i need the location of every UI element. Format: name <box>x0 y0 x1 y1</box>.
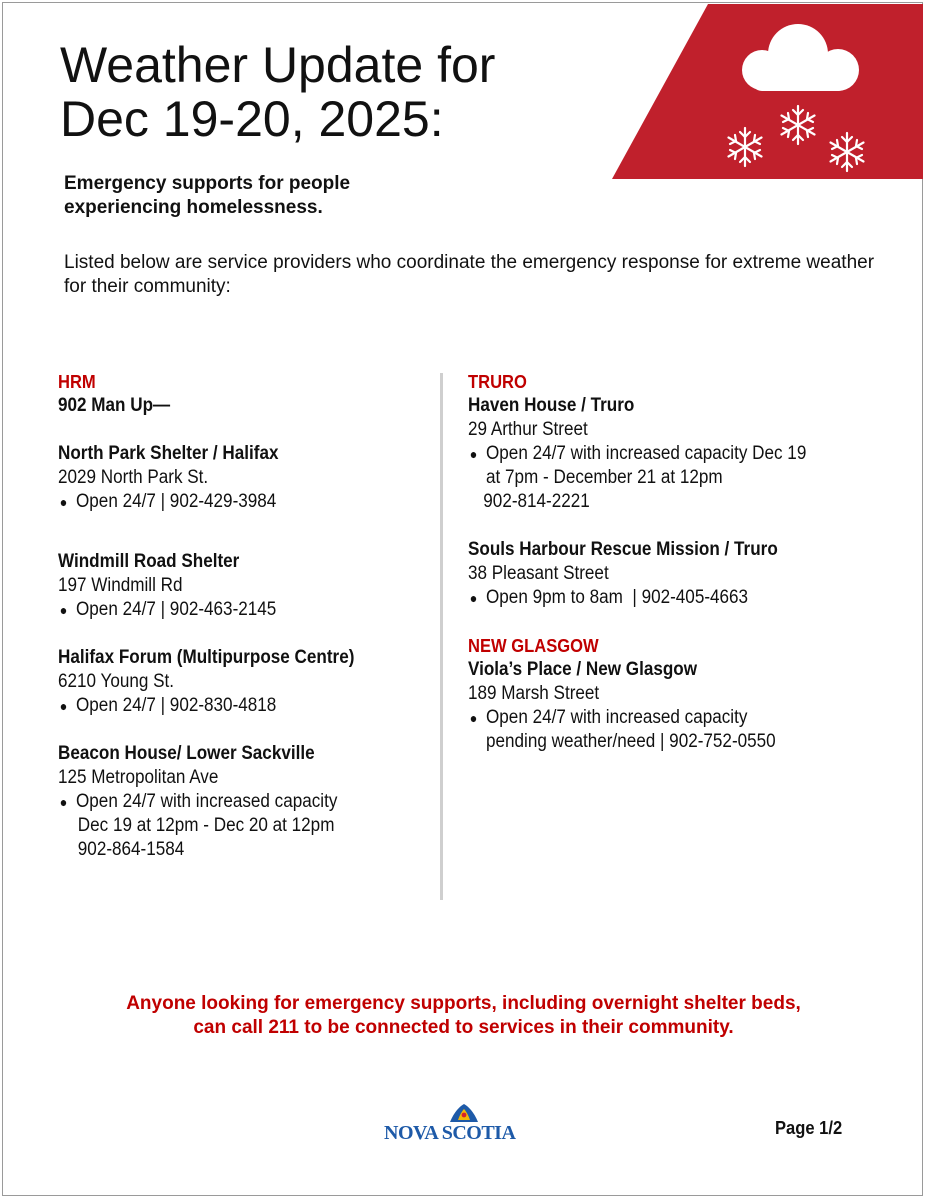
provider-name: Beacon House/ Lower Sackville <box>58 743 315 764</box>
provider-detail <box>468 586 846 610</box>
provider-detail-text: Open 24/7 with increased capacity Dec 19 <box>486 443 807 464</box>
hrm-column <box>58 370 428 862</box>
page-number: Page 1/2 <box>775 1118 843 1138</box>
bullet-icon: ● <box>59 794 68 810</box>
provider-violas-place <box>468 658 888 754</box>
region-heading-truro: TRURO <box>468 372 527 392</box>
provider-address: 6210 Young St. <box>58 671 175 692</box>
intro-text: Listed below are service providers who coordinate the emergency response for extreme weather for their community: <box>64 252 875 297</box>
provider-name: Haven House / Truro <box>468 395 635 416</box>
provider-detail-text: Open 24/7 | 902-463-2145 <box>76 599 277 620</box>
title-line-2: Dec 19-20, 2025: <box>60 91 444 147</box>
bullet-icon: ● <box>469 710 478 726</box>
provider-phone: 902-864-1584 <box>77 839 185 860</box>
title-line-1: Weather Update for <box>60 37 496 93</box>
provider-detail-text: Open 24/7 with increased capacity <box>76 791 338 812</box>
column-divider <box>440 373 443 900</box>
provider-address: 125 Metropolitan Ave <box>58 767 219 788</box>
notice-line-1: Anyone looking for emergency supports, including overnight shelter beds, <box>126 993 801 1014</box>
bullet-icon: ● <box>59 602 68 618</box>
truro-newglasgow-column <box>468 370 888 754</box>
page-title <box>60 38 495 146</box>
subtitle <box>64 172 350 220</box>
logo-wordmark: NOVA SCOTIA <box>384 1122 516 1144</box>
region-heading-new-glasgow: NEW GLASGOW <box>468 636 599 656</box>
provider-name: Viola’s Place / New Glasgow <box>468 659 698 680</box>
call-211-notice <box>0 992 927 1040</box>
provider-detail <box>58 490 391 514</box>
provider-beacon-house <box>58 742 428 862</box>
provider-detail-cont: Dec 19 at 12pm - Dec 20 at 12pm <box>77 815 335 836</box>
provider-address: 29 Arthur Street <box>468 419 588 440</box>
provider-detail-cont: pending weather/need | 902-752-0550 <box>486 731 776 752</box>
provider-address: 197 Windmill Rd <box>58 575 183 596</box>
region-heading-hrm: HRM <box>58 372 96 392</box>
provider-name: Souls Harbour Rescue Mission / Truro <box>468 539 778 560</box>
provider-name: North Park Shelter / Halifax <box>58 443 279 464</box>
provider-detail-text: Open 9pm to 8am | 902-405-4663 <box>486 587 749 608</box>
provider-address: 189 Marsh Street <box>468 683 600 704</box>
hrm-group-header: 902 Man Up— <box>58 395 171 416</box>
provider-halifax-forum <box>58 646 428 718</box>
bullet-icon: ● <box>469 590 478 606</box>
nova-scotia-logo <box>384 1100 544 1146</box>
provider-detail-text: Open 24/7 | 902-830-4818 <box>76 695 277 716</box>
provider-detail <box>468 706 846 730</box>
provider-name: Halifax Forum (Multipurpose Centre) <box>58 647 355 668</box>
bullet-icon: ● <box>469 446 478 462</box>
snowflake-icon <box>729 106 864 171</box>
provider-detail <box>58 694 391 718</box>
bullet-icon: ● <box>59 494 68 510</box>
provider-detail-text: Open 24/7 with increased capacity <box>486 707 748 728</box>
provider-detail <box>468 442 846 466</box>
provider-address: 38 Pleasant Street <box>468 563 609 584</box>
provider-windmill-road <box>58 550 428 622</box>
provider-detail-cont: at 7pm - December 21 at 12pm <box>486 467 723 488</box>
cloud-icon <box>742 24 859 91</box>
provider-phone: 902-814-2221 <box>483 491 590 512</box>
subtitle-line-1: Emergency supports for people <box>64 173 351 194</box>
provider-name: Windmill Road Shelter <box>58 551 240 572</box>
provider-detail-text: Open 24/7 | 902-429-3984 <box>76 491 277 512</box>
subtitle-line-2: experiencing homelessness. <box>64 197 323 218</box>
provider-address: 2029 North Park St. <box>58 467 209 488</box>
provider-detail <box>58 790 391 814</box>
provider-detail <box>58 598 391 622</box>
provider-north-park <box>58 442 428 514</box>
provider-haven-house <box>468 394 888 514</box>
notice-line-2: can call 211 to be connected to services in their community. <box>193 1017 734 1038</box>
bullet-icon: ● <box>59 698 68 714</box>
provider-souls-harbour <box>468 538 888 610</box>
